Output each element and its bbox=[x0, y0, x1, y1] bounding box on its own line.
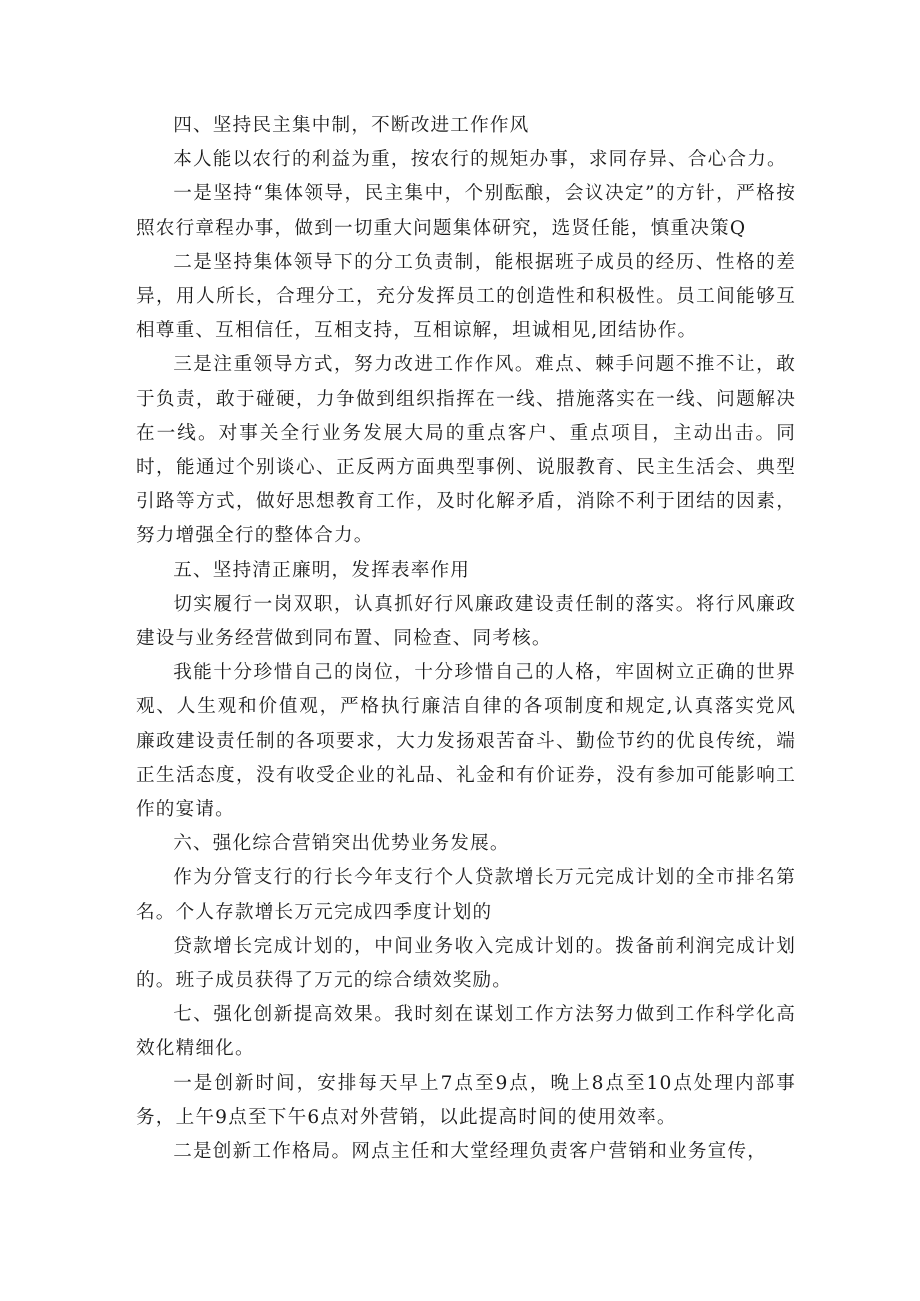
paragraph: 一是创新时间，安排每天早上7点至9点，晚上8点至10点处理内部事务，上午9点至下午6点对外营销，以此提高时间的使用效率。 bbox=[136, 1072, 796, 1128]
section-heading-5: 五、坚持清正廉明，发挥表率作用 bbox=[173, 559, 471, 581]
document-body bbox=[136, 109, 796, 1169]
paragraph: 本人能以农行的利益为重，按农行的规矩办事，求同存异、合心合力。 bbox=[173, 149, 787, 171]
paragraph: 作为分管支行的行长今年支行个人贷款增长万元完成计划的全市排名第名。个人存款增长万元完成四季度计划的 bbox=[136, 867, 796, 923]
paragraph: 三是注重领导方式，努力改进工作作风。难点、棘手问题不推不让，敢于负责，敢于碰硬，力争做到组织指挥在一线、措施落实在一线、问题解决在一线。对事关全行业务发展大局的重点客户、重点项目，主动出击。同时，能通过个别谈心、正反两方面典型事例、说服教育、民主生活会、典型引路等方式，做好思想教育工作，及时化解矛盾，消除不利于团结的因素，努力增强全行的整体合力。 bbox=[136, 354, 796, 547]
paragraph: 切实履行一岗双职，认真抓好行风廉政建设责任制的落实。将行风廉政建设与业务经营做到同布置、同检查、同考核。 bbox=[136, 593, 796, 650]
paragraph: 二是坚持集体领导下的分工负责制，能根据班子成员的经历、性格的差异，用人所长，合理分工，充分发挥员工的创造性和积极性。员工间能够互相尊重、互相信任，互相支持，互相谅解，坦诚相见,团结协作。 bbox=[136, 251, 796, 342]
paragraph: 我能十分珍惜自己的岗位，十分珍惜自己的人格，牢固树立正确的世界观、人生观和价值观，严格执行廉洁自律的各项制度和规定,认真落实党风廉政建设责任制的各项要求，大力发扬艰苦奋斗、勤俭节约的优良传统，端正生活态度，没有收受企业的礼品、礼金和有价证券，没有参加可能影响工作的宴请。 bbox=[136, 662, 796, 821]
section-heading-4: 四、坚持民主集中制，不断改进工作作风 bbox=[173, 115, 530, 136]
paragraph: 一是坚持“集体领导，民主集中，个别酝酿，会议决定”的方针，严格按照农行章程办事，做到一切重大问题集体研究，选贤任能，慎重决策Q bbox=[136, 183, 796, 239]
section-heading-6: 六、强化综合营销突出优势业务发展。 bbox=[173, 833, 510, 855]
paragraph: 贷款增长完成计划的，中间业务收入完成计划的。拨备前利润完成计划的。班子成员获得了万元的综合绩效奖励。 bbox=[136, 935, 796, 992]
paragraph: 二是创新工作格局。网点主任和大堂经理负责客户营销和业务宣传， bbox=[173, 1141, 768, 1163]
paragraph: 七、强化创新提高效果。我时刻在谋划工作方法努力做到工作科学化高效化精细化。 bbox=[136, 1004, 796, 1060]
